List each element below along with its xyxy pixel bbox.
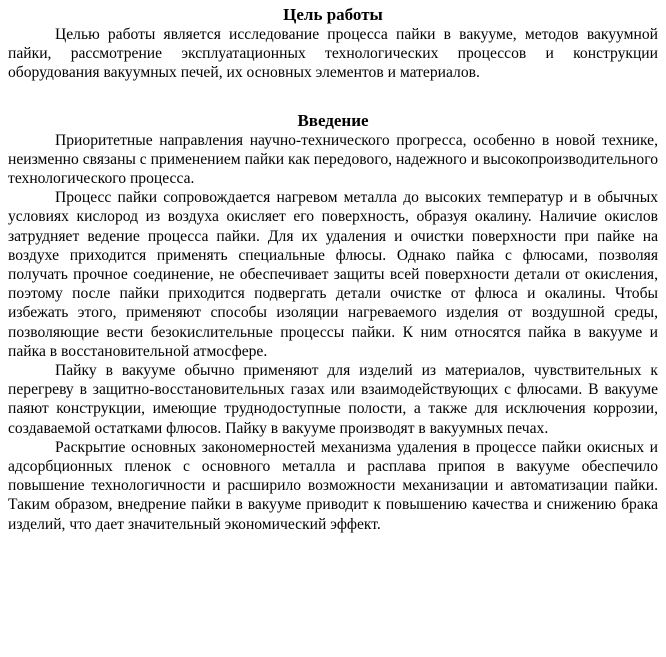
section-title-goal: Цель работы	[283, 5, 383, 24]
intro-paragraph-4: Раскрытие основных закономерностей механизма удаления в процессе пайки окисных и адсорбционных пленок с основного металла и расплава припоя в вакууме обеспечило повышение технологичности и расширило возможности механизации и автоматизации пайки. Таким образом, внедрение пайки в вакууме приводит к повышению качества и снижению брака изделий, что дает значительный экономический эффект.	[8, 438, 658, 533]
intro-paragraph-3: Пайку в вакууме обычно применяют для изделий из материалов, чувствительных к перегреву в защитно-восстановительных газах или взаимодействующих с флюсами. В вакууме паяют конструкции, имеющие труднодоступные полости, а также для исключения коррозии, создаваемой остатками флюсов. Пайку в вакууме производят в вакуумных печах.	[8, 362, 658, 437]
section-title-intro: Введение	[297, 110, 369, 130]
intro-paragraph-2: Процесс пайки сопровождается нагревом металла до высоких температур и в обычных условиях кислород из воздуха окисляет его поверхность, образуя окалину. Наличие окислов затрудняет ведение процесса пайки. Для их удаления и очистки поверхности при пайке на воздухе приходится применять специальные флюсы. Однако пайка с флюсами, позволяя получать прочное соединение, не обеспечивает защиты всей поверхности детали от окисления, поэтому после пайки приходится подвергать детали очистке от флюса и окалины. Чтобы избежать этого, применяют способы изоляции нагреваемого изделия от воздушной среды, позволяющие вести безокислительные процессы пайки. К ним относятся пайка в вакууме и пайка в восстановительной атмосфере.	[8, 189, 658, 360]
intro-paragraph-1: Приоритетные направления научно-технического прогресса, особенно в новой технике, неизменно связаны с применением пайки как передового, надежного и высокопроизводительного технологического процесса.	[8, 131, 658, 188]
goal-paragraph: Целью работы является исследование процесса пайки в вакууме, методов вакуумной пайки, рассмотрение эксплуатационных технологических процессов и конструкции оборудования вакуумных печей, их основных элементов и материалов.	[8, 26, 658, 82]
